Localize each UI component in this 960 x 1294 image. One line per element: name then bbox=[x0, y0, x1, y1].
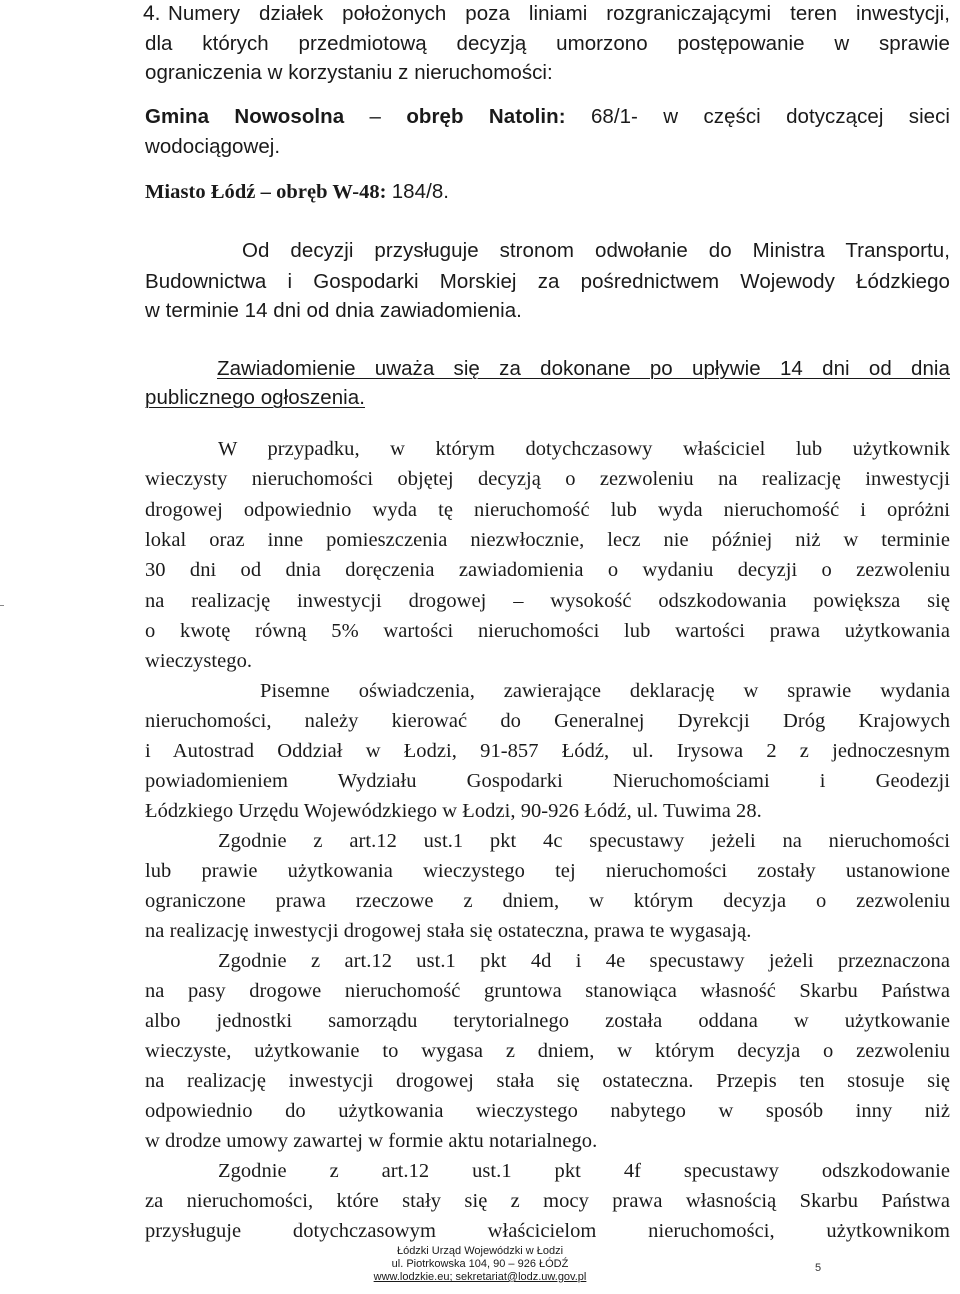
body-line: o kwotę równą 5% wartości nieruchomości lub wartości prawa użytkowania bbox=[145, 620, 950, 642]
body-line: przysługuje dotychczasowym właścicielom nieruchomości, użytkownikom bbox=[145, 1220, 950, 1242]
section-4-line: Numery działek położonych poza liniami rozgraniczającymi teren inwestycji, bbox=[168, 2, 950, 25]
miasto-value: 184/8. bbox=[391, 180, 450, 203]
gmina-line-cont: wodociągowej. bbox=[145, 135, 281, 158]
body-line: za nieruchomości, które stały się z mocy prawa własnością Skarbu Państwa bbox=[145, 1190, 950, 1212]
appeal-line: w terminie 14 dni od dnia zawiadomienia. bbox=[145, 299, 522, 322]
body-line: nieruchomości, należy kierować do Generalnej Dyrekcji Dróg Krajowych bbox=[145, 710, 950, 732]
section-4-line: ograniczenia w korzystaniu z nieruchomości: bbox=[145, 61, 553, 84]
footer-contact: www.lodzkie.eu; sekretariat@lodz.uw.gov.pl bbox=[373, 1271, 587, 1283]
body-line: na realizację inwestycji drogowej stała się ostateczna, prawa te wygasają. bbox=[145, 920, 752, 942]
body-line: Zgodnie z art.12 ust.1 pkt 4c specustawy jeżeli na nieruchomości bbox=[218, 830, 950, 852]
dash: – bbox=[369, 105, 381, 128]
body-line: odpowiednio do użytkowania wieczystego nabytego w sposób inny niż bbox=[145, 1100, 950, 1122]
body-line: na realizację inwestycji drogowej – wysokość odszkodowania powiększa się bbox=[145, 590, 950, 612]
body-line: ograniczone prawa rzeczowe z dniem, w którym decyzja o zezwoleniu bbox=[145, 890, 950, 912]
appeal-line: Od decyzji przysługuje stronom odwołanie do Ministra Transportu, bbox=[242, 239, 950, 262]
body-line: wieczysty nieruchomości objętej decyzją o zezwoleniu na realizację inwestycji bbox=[145, 468, 950, 490]
notice-line: publicznego ogłoszenia. bbox=[145, 386, 365, 409]
footer-office: Łódzki Urząd Wojewódzki w Łodzi bbox=[396, 1245, 564, 1257]
miasto-label: Miasto Łódź – obręb W-48: bbox=[145, 181, 387, 203]
body-line: w drodze umowy zawartej w formie aktu notarialnego. bbox=[145, 1130, 598, 1152]
body-line: Pisemne oświadczenia, zawierające deklarację w sprawie wydania bbox=[260, 680, 950, 702]
body-line: wieczystego. bbox=[145, 650, 253, 672]
body-line: lub prawie użytkowania wieczystego tej nieruchomości zostały ustanowione bbox=[145, 860, 950, 882]
gmina-value: 68/1- w części dotyczącej sieci bbox=[590, 105, 950, 128]
body-line: drogowej odpowiednio wyda tę nieruchomość lub wyda nieruchomość i opróżni bbox=[145, 499, 950, 521]
footer-address: ul. Piotrkowska 104, 90 – 926 ŁÓDŹ bbox=[391, 1258, 569, 1270]
section-4-line: dla których przedmiotową decyzją umorzono postępowanie w sprawie bbox=[145, 32, 950, 55]
body-line: na realizację inwestycji drogowej stała się ostateczna. Przepis ten stosuje się bbox=[145, 1070, 950, 1092]
body-line: Łódzkiego Urzędu Wojewódzkiego w Łodzi, 90-926 Łódź, ul. Tuwima 28. bbox=[145, 800, 762, 822]
gmina-line bbox=[145, 105, 950, 129]
body-line: Zgodnie z art.12 ust.1 pkt 4f specustawy odszkodowanie bbox=[218, 1160, 950, 1182]
body-line: W przypadku, w którym dotychczasowy właściciel lub użytkownik bbox=[218, 438, 950, 460]
section-number: 4. bbox=[143, 2, 161, 25]
body-line: i Autostrad Oddział w Łodzi, 91-857 Łódź, ul. Irysowa 2 z jednoczesnym bbox=[145, 740, 950, 762]
body-line: albo jednostki samorządu terytorialnego została oddana w użytkowanie bbox=[145, 1010, 950, 1032]
miasto-line bbox=[145, 180, 950, 204]
obreb-label: obręb Natolin: bbox=[406, 105, 566, 128]
body-line: na pasy drogowe nieruchomość gruntowa stanowiąca własność Skarbu Państwa bbox=[145, 980, 950, 1002]
gmina-label: Gmina Nowosolna bbox=[145, 105, 345, 128]
appeal-line: Budownictwa i Gospodarki Morskiej za pośrednictwem Wojewody Łódzkiego bbox=[145, 270, 950, 293]
body-line: Zgodnie z art.12 ust.1 pkt 4d i 4e specustawy jeżeli przeznaczona bbox=[218, 950, 950, 972]
notice-line: Zawiadomienie uważa się za dokonane po upływie 14 dni od dnia bbox=[217, 357, 950, 380]
page-number: 5 bbox=[815, 1262, 822, 1274]
body-line: powiadomieniem Wydziału Gospodarki Nieruchomościami i Geodezji bbox=[145, 770, 950, 792]
body-line: wieczyste, użytkowanie to wygasa z dniem, w którym decyzja o zezwoleniu bbox=[145, 1040, 950, 1062]
scan-mark bbox=[0, 605, 4, 606]
body-line: 30 dni od dnia doręczenia zawiadomienia o wydaniu decyzji o zezwoleniu bbox=[145, 559, 950, 581]
body-line: lokal oraz inne pomieszczenia niezwłocznie, lecz nie później niż w terminie bbox=[145, 529, 950, 551]
